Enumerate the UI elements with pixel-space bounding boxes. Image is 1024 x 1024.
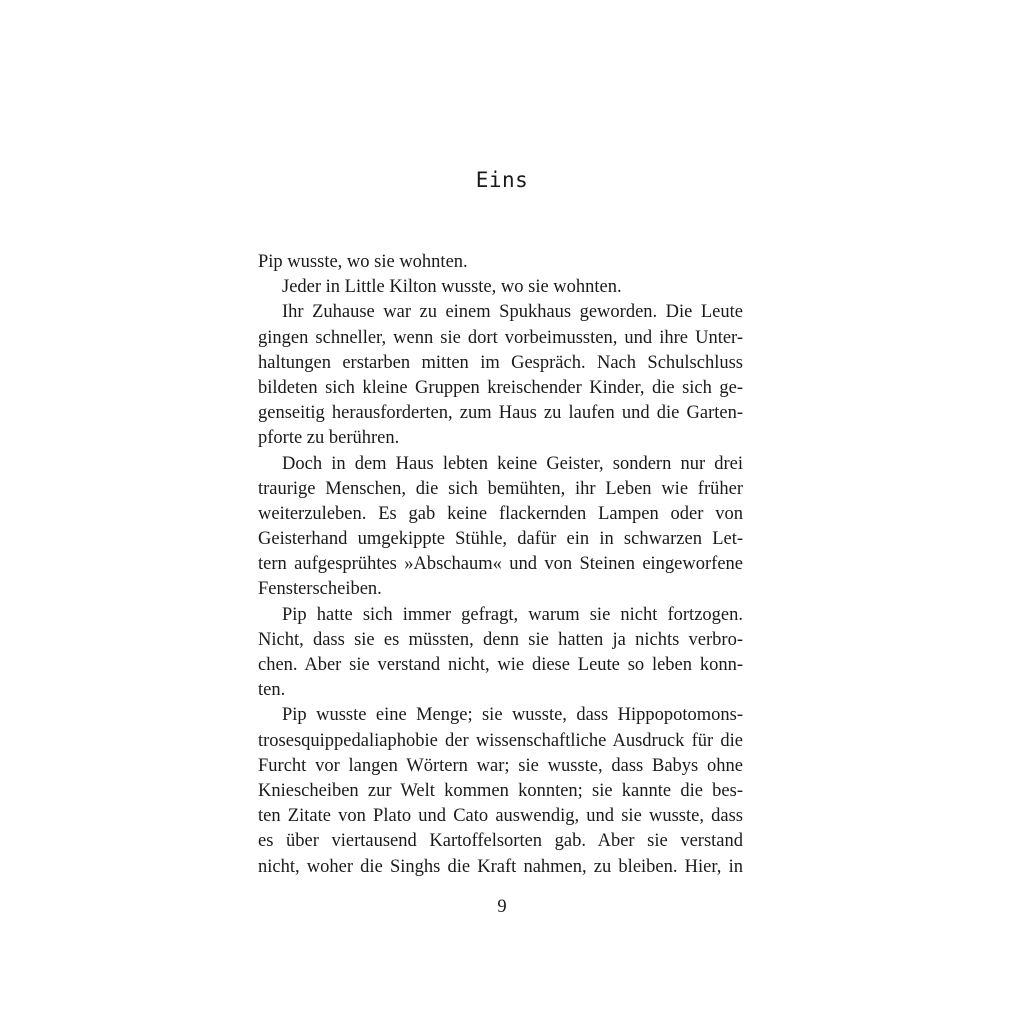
text-line: chen. Aber sie verstand nicht, wie diese Leute so leben konn- [258, 655, 743, 675]
text-line: ten. [258, 680, 286, 701]
text-line: genseitig herausforderten, zum Haus zu laufen und die Garten- [258, 403, 743, 424]
paragraph [258, 452, 743, 603]
text-line: Jeder in Little Kilton wusste, wo sie wohnten. [282, 277, 622, 298]
text-line: haltungen erstarben mitten im Gespräch. Nach Schulschluss [258, 352, 743, 373]
paragraph [258, 275, 743, 300]
text-line: Kniescheiben zur Welt kommen konnten; sie kannte die bes- [258, 780, 743, 801]
text-line: ten Zitate von Plato und Cato auswendig, und sie wusste, dass [258, 806, 743, 827]
text-line: pforte zu berühren. [258, 428, 400, 449]
paragraph [258, 703, 743, 879]
text-line: Furcht vor langen Wörtern war; sie wusste, dass Babys ohne [258, 755, 743, 776]
text-line: es über viertausend Kartoffelsorten gab. Aber sie verstand [258, 831, 743, 852]
text-line: Pip hatte sich immer gefragt, warum sie nicht fortzogen. [282, 604, 743, 625]
chapter-title: Eins [475, 168, 529, 192]
page-number: 9 [497, 897, 507, 917]
text-line: Ihr Zuhause war zu einem Spukhaus geworden. Die Leute [282, 302, 743, 323]
text-line: traurige Menschen, die sich bemühten, ihr Leben wie früher [258, 478, 743, 499]
text-line: trosesquippedaliaphobie der wissenschaftliche Ausdruck für die [258, 730, 743, 751]
text-line: Geisterhand umgekippte Stühle, dafür ein in schwarzen Let- [258, 529, 743, 550]
text-line: Pip wusste eine Menge; sie wusste, dass Hippopotomons- [282, 705, 743, 726]
text-line: bildeten sich kleine Gruppen kreischender Kinder, die sich ge- [258, 377, 743, 398]
text-line: Pip wusste, wo sie wohnten. [258, 252, 468, 272]
body-text [258, 250, 743, 880]
text-line: tern aufgesprühtes »Abschaum« und von Steinen eingeworfene [258, 554, 743, 575]
text-line: weiterzuleben. Es gab keine flackernden Lampen oder von [258, 503, 743, 524]
text-line: gingen schneller, wenn sie dort vorbeimussten, und ihre Unter- [258, 327, 743, 348]
paragraph [258, 250, 743, 275]
text-line: Fensterscheiben. [258, 579, 382, 600]
text-line: Doch in dem Haus lebten keine Geister, sondern nur drei [282, 453, 743, 474]
paragraph [258, 603, 743, 704]
text-line: Nicht, dass sie es müssten, denn sie hatten ja nichts verbro- [258, 629, 743, 650]
paragraph [258, 300, 743, 451]
text-line: nicht, woher die Singhs die Kraft nahmen, zu bleiben. Hier, in [258, 856, 743, 877]
